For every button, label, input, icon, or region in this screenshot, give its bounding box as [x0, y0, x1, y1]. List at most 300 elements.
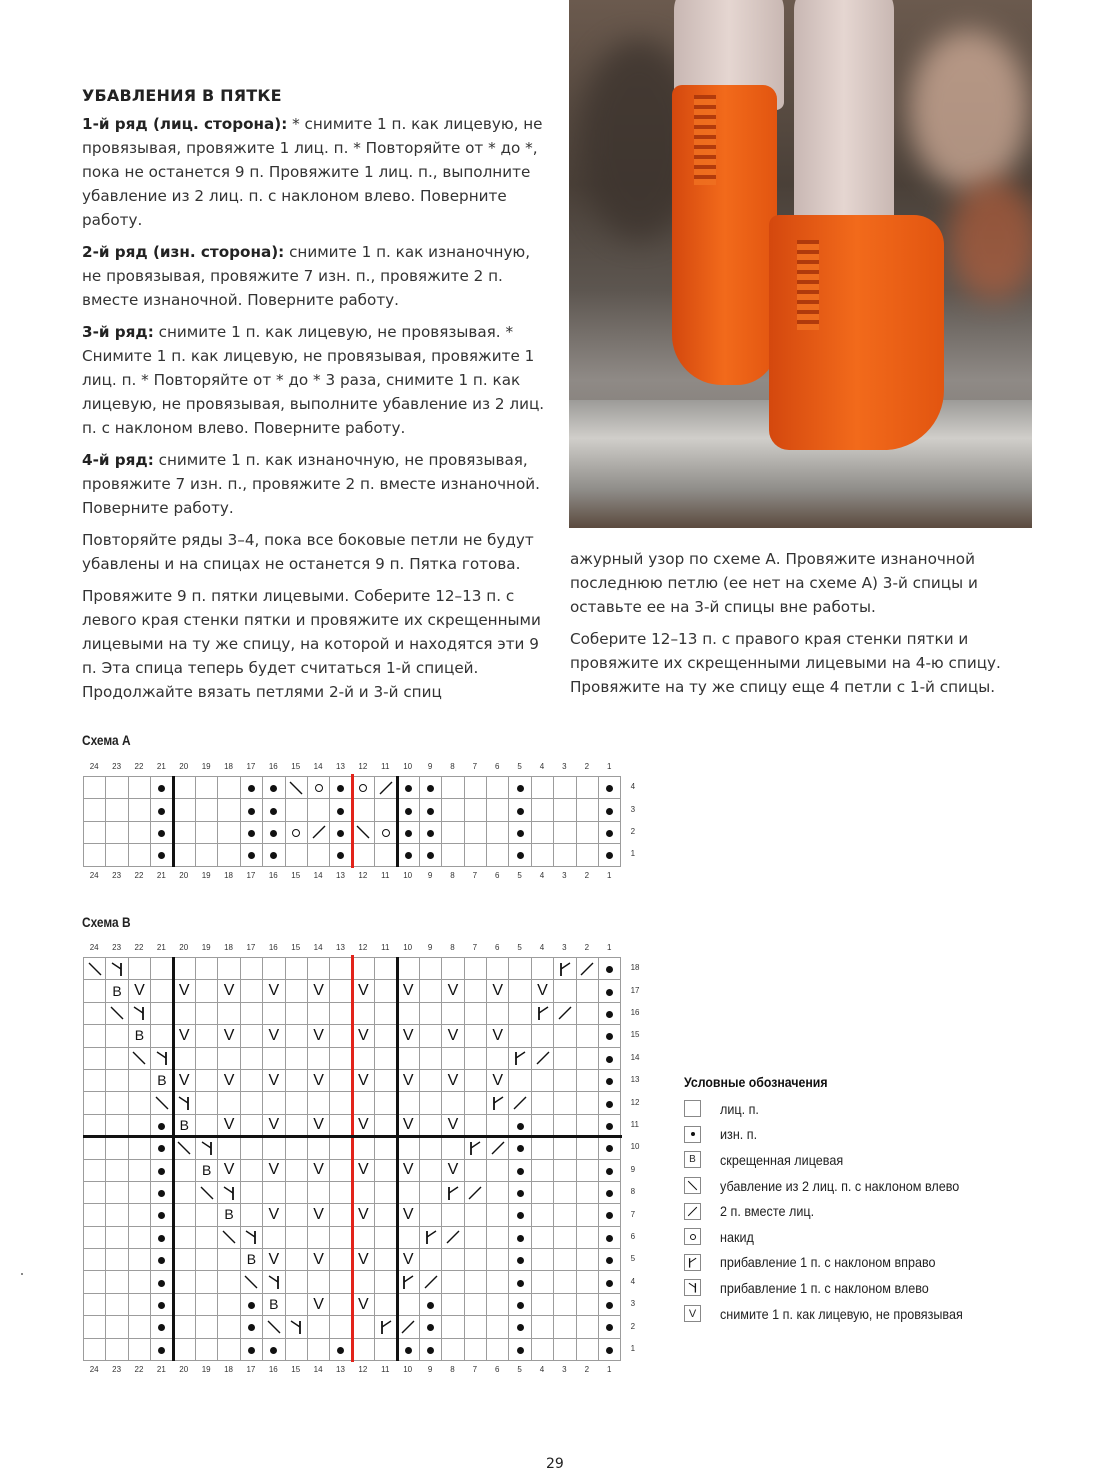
stitch-cell	[464, 1338, 486, 1360]
twisted-knit-icon: B	[179, 1116, 189, 1133]
column-number: 21	[156, 1365, 166, 1375]
stitch-cell	[419, 958, 441, 980]
stitch-cell	[307, 777, 329, 799]
row-number: 11	[630, 1120, 639, 1129]
stitch-cell	[307, 1249, 329, 1271]
stitch-cell	[285, 1002, 307, 1024]
column-number: 17	[246, 762, 256, 771]
purl-dot-icon	[606, 1324, 613, 1331]
instruction-paragraph	[82, 584, 550, 704]
stitch-cell	[509, 1271, 531, 1293]
stitch-cell	[106, 1092, 128, 1114]
stitch-cell	[106, 1316, 128, 1338]
legend-label: скрещенная лицевая	[720, 1151, 844, 1168]
purl-dot-icon	[606, 1212, 613, 1219]
column-number: 4	[539, 1365, 545, 1375]
stitch-cell	[173, 1002, 195, 1024]
stitch-cell	[598, 980, 620, 1002]
slip-stitch-icon: V	[313, 1071, 324, 1089]
stitch-cell	[263, 1159, 285, 1181]
column-number: 11	[381, 943, 390, 952]
stitch-cell	[464, 777, 486, 799]
stitch-cell	[487, 1249, 509, 1271]
slip-stitch-icon: V	[358, 1161, 369, 1179]
column-number: 1	[606, 870, 612, 880]
stitch-cell	[195, 1047, 217, 1069]
stitch-cell	[285, 821, 307, 843]
column-number: 14	[313, 870, 323, 880]
stitch-cell	[128, 1069, 150, 1091]
stitch-cell	[106, 799, 128, 821]
stitch-cell	[128, 799, 150, 821]
stitch-cell	[151, 821, 173, 843]
stitch-cell	[307, 1226, 329, 1248]
stitch-cell	[195, 1114, 217, 1136]
stitch-cell	[397, 1002, 419, 1024]
stitch-cell	[218, 1338, 240, 1360]
stitch-cell	[442, 980, 464, 1002]
stitch-cell	[464, 1114, 486, 1136]
stitch-cell	[554, 844, 576, 866]
legend-label: накид	[720, 1228, 754, 1245]
slip-stitch-icon: V	[223, 1026, 235, 1044]
purl-dot-icon	[606, 1302, 613, 1309]
stitch-cell	[330, 1114, 352, 1136]
stitch-cell	[106, 1137, 128, 1159]
sock-photo	[569, 0, 1032, 528]
stitch-cell	[419, 821, 441, 843]
stitch-cell	[263, 1069, 285, 1091]
stitch-cell	[218, 1002, 240, 1024]
stitch-cell	[263, 958, 285, 980]
stitch-cell	[375, 1137, 397, 1159]
stitch-cell	[576, 1249, 598, 1271]
stitch-cell	[195, 799, 217, 821]
column-number: 10	[403, 1365, 413, 1375]
column-number: 24	[89, 1365, 99, 1375]
stitch-cell	[173, 958, 195, 980]
stitch-cell	[576, 1271, 598, 1293]
column-number: 6	[495, 870, 500, 880]
stitch-cell	[195, 980, 217, 1002]
stitch-cell	[330, 799, 352, 821]
stitch-cell	[151, 1181, 173, 1203]
increase-left-icon	[263, 1273, 284, 1291]
stitch-cell	[263, 1025, 285, 1047]
legend-label: прибавление 1 п. с наклоном влево	[720, 1279, 929, 1296]
purl-dot-icon	[248, 785, 255, 792]
increase-right-icon	[532, 1004, 553, 1022]
stitch-cell	[263, 1181, 285, 1203]
stitch-cell	[240, 1204, 262, 1226]
stitch-cell	[352, 1137, 374, 1159]
stitch-cell	[397, 844, 419, 866]
stitch-cell	[151, 844, 173, 866]
column-number: 22	[134, 762, 144, 771]
stitch-cell	[106, 1271, 128, 1293]
stitch-cell	[195, 1226, 217, 1248]
page-number: 29	[546, 1456, 564, 1472]
stitch-cell	[598, 1092, 620, 1114]
stitch-cell	[285, 799, 307, 821]
column-number: 3	[562, 870, 567, 880]
stitch-cell	[576, 1226, 598, 1248]
slip-stitch-icon: V	[358, 1116, 369, 1134]
stitch-cell	[531, 958, 553, 980]
stitch-cell	[285, 980, 307, 1002]
stitch-cell	[352, 1271, 374, 1293]
row-number: 18	[630, 963, 640, 973]
stitch-cell	[352, 1316, 374, 1338]
purl-dot-icon	[606, 966, 613, 973]
column-number: 23	[112, 870, 122, 880]
stitch-cell	[464, 1069, 486, 1091]
instruction-text: снимите 1 п. как лицевую, не провязывая. * Снимите 1 п. как лицевую, не провязывая, провяжите 1 лиц. п. * Повторяйте от * до * 3 раза, снимите 1 п. как лицевую, не провязывая, выполните убавление из 2 лиц. п. с наклоном влево. Поверните работу.	[82, 323, 545, 437]
slip-stitch-icon: V	[313, 982, 324, 1000]
purl-dot-icon	[158, 1257, 165, 1264]
stitch-cell	[263, 1047, 285, 1069]
slip-stitch-icon: V	[178, 1071, 190, 1089]
stitch-cell	[509, 1204, 531, 1226]
stitch-cell	[285, 1025, 307, 1047]
stitch-cell	[419, 1069, 441, 1091]
twisted-knit-icon: B	[157, 1072, 167, 1089]
stitch-cell	[352, 1114, 374, 1136]
stitch-cell	[240, 1249, 262, 1271]
stitch-cell	[173, 1204, 195, 1226]
stitch-cell	[128, 1114, 150, 1136]
stitch-cell	[240, 777, 262, 799]
right-text-column	[570, 547, 1040, 707]
stitch-cell	[330, 1002, 352, 1024]
purl-dot-icon	[427, 852, 434, 859]
stitch-cell	[240, 1316, 262, 1338]
stitch-cell	[598, 1002, 620, 1024]
slip-stitch-icon: V	[178, 982, 190, 1000]
row-number: 6	[630, 1232, 636, 1241]
twisted-knit-icon: B	[201, 1161, 212, 1178]
stitch-cell	[487, 799, 509, 821]
legend-item	[684, 1301, 990, 1327]
section-boundary-line	[83, 1135, 622, 1138]
stitch-cell	[509, 1025, 531, 1047]
slip-stitch-icon: V	[268, 982, 280, 1000]
purl-dot-icon	[606, 1190, 613, 1197]
purl-dot-icon	[270, 852, 277, 859]
stitch-cell	[218, 1047, 240, 1069]
stitch-cell	[397, 958, 419, 980]
stitch-cell	[263, 777, 285, 799]
column-number: 24	[89, 762, 99, 771]
stitch-cell	[598, 1025, 620, 1047]
row-label: 4-й ряд:	[82, 451, 154, 469]
stitch-cell	[240, 1092, 262, 1114]
purl-dot-icon	[270, 808, 277, 815]
increase-right-icon	[420, 1228, 441, 1246]
purl-dot-icon	[158, 1212, 165, 1219]
stitch-cell	[218, 1025, 240, 1047]
column-number: 21	[156, 943, 166, 952]
stitch-cell	[419, 799, 441, 821]
stitch-cell	[240, 1181, 262, 1203]
stitch-cell	[487, 777, 509, 799]
stitch-cell	[307, 1092, 329, 1114]
stitch-cell	[84, 844, 106, 866]
row-label: 3-й ряд:	[82, 323, 154, 341]
stitch-cell	[195, 1204, 217, 1226]
slip-stitch-icon: V	[313, 1026, 324, 1044]
stitch-cell	[218, 1069, 240, 1091]
stitch-cell	[419, 1293, 441, 1315]
stitch-cell	[487, 980, 509, 1002]
stitch-cell	[576, 799, 598, 821]
stitch-cell	[487, 1226, 509, 1248]
stitch-cell	[576, 1181, 598, 1203]
twisted-knit-icon: B	[112, 982, 122, 999]
stitch-cell	[173, 1047, 195, 1069]
stitch-cell	[352, 1047, 374, 1069]
stitch-cell	[397, 1226, 419, 1248]
slip-stitch-icon: V	[268, 1026, 280, 1044]
stitch-cell	[128, 777, 150, 799]
stitch-cell	[218, 1293, 240, 1315]
column-number: 15	[291, 870, 301, 880]
stitch-cell	[598, 1316, 620, 1338]
stitch-cell	[307, 844, 329, 866]
stitch-cell	[106, 1226, 128, 1248]
stitch-cell	[240, 1137, 262, 1159]
repeat-boundary-line	[396, 776, 399, 867]
k2tog-decrease-icon	[375, 779, 396, 797]
stitch-cell	[598, 1293, 620, 1315]
k2tog-decrease-icon	[686, 1205, 699, 1218]
stitch-cell	[531, 1338, 553, 1360]
stitch-cell	[352, 821, 374, 843]
stitch-cell	[195, 1316, 217, 1338]
stitch-cell	[554, 1137, 576, 1159]
stitch-cell	[464, 1249, 486, 1271]
stitch-cell	[397, 1316, 419, 1338]
slip-stitch-icon: V	[268, 1116, 280, 1134]
stitch-cell	[509, 844, 531, 866]
stitch-cell	[106, 1249, 128, 1271]
ssk-decrease-icon	[151, 1094, 172, 1112]
stitch-cell	[240, 799, 262, 821]
purl-dot-icon	[691, 1132, 695, 1136]
column-number: 5	[517, 870, 522, 880]
purl-dot-icon	[606, 1123, 613, 1130]
stitch-cell	[487, 958, 509, 980]
stitch-cell	[128, 1159, 150, 1181]
stitch-cell	[598, 1047, 620, 1069]
stitch-cell	[307, 1181, 329, 1203]
chart-a-title: Схема A	[82, 732, 131, 748]
column-number: 23	[112, 762, 122, 771]
stitch-cell	[330, 1092, 352, 1114]
stitch-cell	[554, 1002, 576, 1024]
purl-dot-icon	[606, 785, 613, 792]
stitch-cell	[531, 980, 553, 1002]
legend-item	[684, 1096, 990, 1122]
stitch-cell	[375, 1159, 397, 1181]
purl-dot-icon	[158, 852, 165, 859]
stitch-cell	[307, 821, 329, 843]
stitch-cell	[442, 777, 464, 799]
stitch-cell	[554, 1069, 576, 1091]
stitch-cell	[128, 1204, 150, 1226]
stitch-cell	[442, 1249, 464, 1271]
stitch-cell	[554, 980, 576, 1002]
stitch-cell	[442, 1137, 464, 1159]
stitch-cell	[151, 1316, 173, 1338]
stitch-cell	[106, 844, 128, 866]
twisted-knit-icon: B	[224, 1206, 234, 1223]
stitch-cell	[375, 821, 397, 843]
stitch-cell	[218, 844, 240, 866]
purl-dot-icon	[337, 852, 344, 859]
stitch-cell	[419, 1137, 441, 1159]
stitch-cell	[554, 1114, 576, 1136]
ssk-decrease-icon	[286, 779, 307, 797]
row-number: 15	[630, 1030, 640, 1040]
column-number: 21	[156, 870, 166, 880]
column-number: 14	[313, 762, 323, 771]
row-number: 7	[630, 1209, 636, 1219]
stitch-cell	[240, 1025, 262, 1047]
stitch-cell	[173, 821, 195, 843]
stitch-cell	[151, 980, 173, 1002]
stitch-cell	[576, 844, 598, 866]
slip-stitch-icon: V	[537, 982, 548, 1000]
increase-left-icon	[286, 1318, 307, 1336]
purl-dot-icon	[248, 852, 255, 859]
stitch-cell	[240, 1047, 262, 1069]
stitch-cell	[419, 1114, 441, 1136]
stitch-cell	[218, 777, 240, 799]
slip-stitch-icon: V	[688, 1307, 697, 1320]
stitch-cell	[397, 1137, 419, 1159]
stitch-cell	[195, 1249, 217, 1271]
purl-dot-icon	[517, 1257, 524, 1264]
column-number: 7	[472, 943, 478, 952]
stitch-cell	[151, 1338, 173, 1360]
purl-dot-icon	[158, 1324, 165, 1331]
stitch-cell	[151, 799, 173, 821]
yarn-over-icon	[315, 784, 323, 792]
ssk-decrease-icon	[129, 1049, 150, 1067]
stitch-cell	[442, 799, 464, 821]
legend-label: 2 п. вместе лиц.	[720, 1203, 815, 1220]
stitch-cell	[84, 799, 106, 821]
purl-dot-icon	[517, 1190, 524, 1197]
stitch-cell	[442, 1338, 464, 1360]
column-number: 3	[562, 943, 567, 952]
slip-stitch-icon: V	[447, 1026, 459, 1044]
stitch-cell	[464, 1226, 486, 1248]
purl-dot-icon	[270, 785, 277, 792]
purl-dot-icon	[337, 830, 344, 837]
stitch-cell	[397, 1092, 419, 1114]
purl-dot-icon	[517, 808, 524, 815]
stitch-cell	[598, 1226, 620, 1248]
column-number: 8	[450, 870, 455, 880]
stitch-cell	[487, 1271, 509, 1293]
row-label: 1-й ряд (лиц. сторона):	[82, 115, 288, 133]
column-number: 16	[268, 1365, 278, 1375]
stitch-cell	[352, 1002, 374, 1024]
stitch-cell	[218, 1316, 240, 1338]
stitch-cell	[84, 980, 106, 1002]
increase-right-icon	[509, 1049, 530, 1067]
instruction-text: * снимите 1 п. как лицевую, не провязывая, провяжите 1 лиц. п. * Повторяйте от * до *, пока не останется 9 п. Провяжите 1 лиц. п., выполните убавление из 2 лиц. п. с наклоном влево. Поверните работу.	[82, 115, 543, 229]
slip-stitch-icon: V	[268, 1071, 280, 1089]
stitch-cell	[554, 1293, 576, 1315]
legend-symbol-box	[684, 1254, 701, 1271]
stitch-cell	[106, 1047, 128, 1069]
stitch-cell	[464, 821, 486, 843]
k2tog-decrease-icon	[465, 1184, 486, 1202]
stitch-cell	[352, 1338, 374, 1360]
stitch-cell	[151, 1002, 173, 1024]
stitch-cell	[128, 844, 150, 866]
stitch-cell	[330, 1316, 352, 1338]
stitch-cell	[598, 1204, 620, 1226]
stitch-cell	[173, 1338, 195, 1360]
stitch-cell	[419, 777, 441, 799]
stitch-cell	[128, 1316, 150, 1338]
row-number: 4	[630, 1276, 636, 1286]
column-number: 13	[336, 762, 345, 771]
slip-stitch-icon: V	[447, 1116, 459, 1134]
stitch-cell	[464, 799, 486, 821]
stitch-cell	[151, 958, 173, 980]
stitch-cell	[330, 1226, 352, 1248]
stitch-cell	[531, 1092, 553, 1114]
slip-stitch-icon: V	[492, 982, 504, 1000]
column-number: 8	[450, 943, 455, 952]
stitch-cell	[375, 980, 397, 1002]
stitch-cell	[464, 1204, 486, 1226]
purl-dot-icon	[606, 1033, 613, 1040]
column-number: 16	[268, 762, 278, 771]
stitch-cell	[375, 1226, 397, 1248]
instruction-paragraph	[82, 320, 550, 440]
ssk-decrease-icon	[686, 1179, 699, 1192]
stitch-cell	[84, 1181, 106, 1203]
stitch-cell	[576, 777, 598, 799]
stitch-cell	[84, 1002, 106, 1024]
column-number: 5	[517, 1365, 522, 1375]
stitch-cell	[173, 1025, 195, 1047]
increase-right-icon	[397, 1273, 418, 1291]
slip-stitch-icon: V	[223, 982, 235, 1000]
stitch-cell	[218, 1249, 240, 1271]
purl-dot-icon	[606, 1235, 613, 1242]
scan-speck	[21, 1273, 23, 1275]
slip-stitch-icon: V	[313, 1116, 324, 1134]
column-number: 2	[584, 1365, 590, 1375]
column-number: 18	[224, 870, 233, 880]
stitch-cell	[464, 1137, 486, 1159]
stitch-cell	[195, 1338, 217, 1360]
column-number: 17	[246, 870, 256, 880]
stitch-cell	[352, 980, 374, 1002]
stitch-cell	[352, 1069, 374, 1091]
column-number: 1	[606, 1365, 612, 1375]
stitch-cell	[84, 821, 106, 843]
stitch-cell	[307, 1204, 329, 1226]
column-number: 4	[539, 762, 545, 771]
